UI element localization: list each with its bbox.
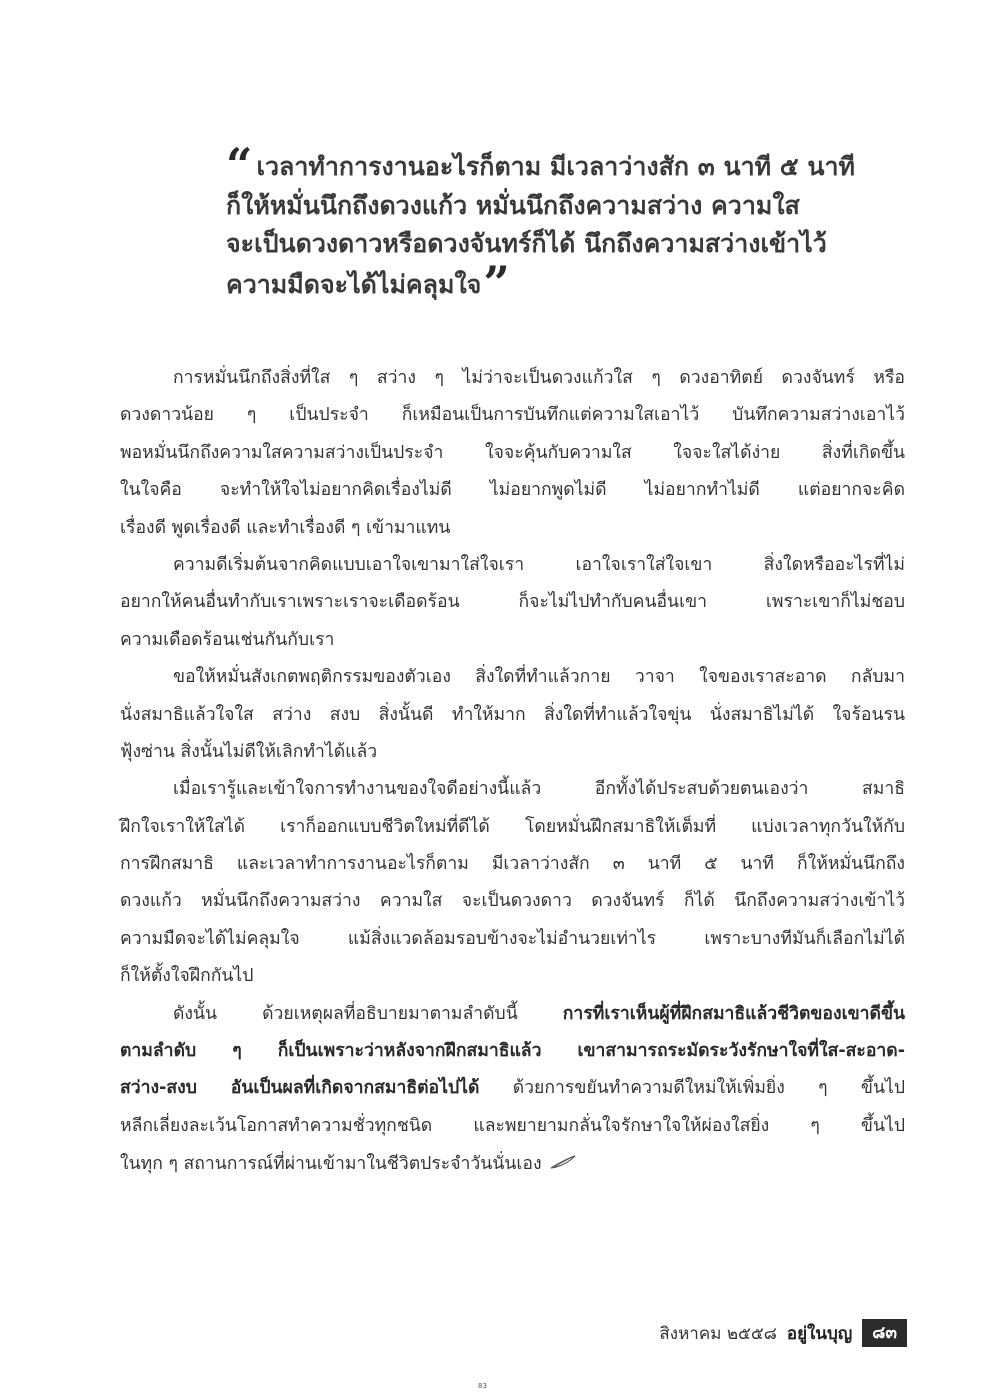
quote-line: “ เวลาทำการงานอะไรก็ตาม มีเวลาว่างสัก ๓ นาที ๕ นาที [226, 138, 856, 192]
text-line: ความดีเริ่มต้นจากคิดแบบเอาใจเขามาใส่ใจเรา เอาใจเราใส่ใจเขา สิ่งใดหรืออะไรที่ไม่ [173, 554, 905, 575]
text-line: ความเดือดร้อนเช่นกันกับเรา [120, 629, 335, 650]
quote-line: จะเป็นดวงดาวหรือดวงจันทร์ก็ได้ นึกถึงความสว่างเข้าไว้ [226, 229, 827, 258]
close-quote-mark: ” [483, 255, 510, 310]
text-line: การหมั่นนึกถึงสิ่งที่ใส ๆ สว่าง ๆ ไม่ว่าจะเป็นดวงแก้วใส ๆ ดวงอาทิตย์ ดวงจันทร์ หรือ [173, 368, 905, 388]
feather-end-icon [550, 1145, 576, 1182]
text-line: ดวงดาวน้อย ๆ เป็นประจำ ก็เหมือนเป็นการบันทึกแต่ความใสเอาไว้ บันทึกความสว่างเอาไว้ [120, 405, 905, 426]
text-line: ก็ให้ตั้งใจฝึกกันไป [120, 966, 254, 987]
print-page-number: 83 [478, 1382, 487, 1390]
text-line: เมื่อเรารู้และเข้าใจการทำงานของใจดีอย่างนี้แล้ว อีกทั้งได้ประสบด้วยตนเองว่า สมาธิ [173, 779, 905, 800]
text-line: ขอให้หมั่นสังเกตพฤติกรรมของตัวเอง สิ่งใดที่ทำแล้วกาย วาจา ใจของเราสะอาด กลับมา [173, 667, 905, 688]
paragraph-1 [120, 360, 905, 547]
quote-line: ความมืดจะได้ไม่คลุมใจ” [226, 255, 510, 310]
text-line: อยากให้คนอื่นทำกับเราเพราะเราจะเดือดร้อน ก็จะไม่ไปทำกับคนอื่นเขา เพราะเขาก็ไม่ชอบ [120, 592, 905, 613]
text-line: ดวงแก้ว หมั่นนึกถึงความสว่าง ความใส จะเป็นดวงดาว ดวงจันทร์ ก็ได้ นึกถึงความสว่างเข้าไว้ [120, 891, 905, 912]
text-line: ตามลำดับ ๆ ก็เป็นเพราะว่าหลังจากฝึกสมาธิแล้ว เขาสามารถระมัดระวังรักษาใจที่ใส-สะอาด- [120, 1041, 905, 1062]
text-line: สว่าง-สงบ อันเป็นผลที่เกิดจากสมาธิต่อไปได้ ด้วยการขยันทำความดีใหม่ให้เพิ่มยิ่ง ๆ ขึ้นไป [120, 1078, 906, 1099]
feather-icon-svg [550, 1155, 576, 1169]
article-body [120, 360, 905, 1183]
text-line: ฟุ้งซ่าน สิ่งนั้นไม่ดีให้เลิกทำได้แล้ว [120, 741, 378, 762]
footer-magazine-title: อยู่ในบุญ [786, 1323, 853, 1344]
text-line: หลีกเลี่ยงละเว้นโอกาสทำความชั่วทุกชนิด และพยายามกลั่นใจรักษาใจให้ผ่องใสยิ่ง ๆ ขึ้นไป [120, 1115, 905, 1136]
quote-line: ก็ให้หมั่นนึกถึงดวงแก้ว หมั่นนึกถึงความสว่าง ความใส [226, 190, 800, 220]
text-line: ความมืดจะได้ไม่คลุมใจ แม้สิ่งแวดล้อมรอบข้างจะไม่อำนวยเท่าไร เพราะบางทีมันก็เลือกไม่ได้ [120, 928, 905, 949]
paragraph-3 [120, 659, 905, 771]
paragraph-2 [120, 547, 905, 659]
pull-quote [226, 138, 856, 310]
text-line: ฝึกใจเราให้ใสได้ เราก็ออกแบบชีวิตใหม่ที่ดีได้ โดยหมั่นฝึกสมาธิให้เต็มที่ แบ่งเวลาทุกวันให้กับ [120, 816, 905, 837]
text-line: ในทุก ๆ สถานการณ์ที่ผ่านเข้ามาในชีวิตประจำวันนั่นเอง [120, 1145, 905, 1182]
footer-issue-date: สิงหาคม ๒๕๕๘ [659, 1323, 777, 1344]
text-line: พอหมั่นนึกถึงความใสความสว่างเป็นประจำ ใจจะคุ้นกับความใส ใจจะใสได้ง่าย สิ่งที่เกิดขึ้น [120, 442, 905, 463]
page-footer [659, 1319, 907, 1347]
open-quote-mark: “ [226, 138, 253, 192]
text-line: ดังนั้น ด้วยเหตุผลที่อธิบายมาตามลำดับนี้ การที่เราเห็นผู้ที่ฝึกสมาธิแล้วชีวิตของเขาดีขึ้น [173, 1003, 905, 1024]
text-line: เรื่องดี พูดเรื่องดี และทำเรื่องดี ๆ เข้ามาแทน [120, 517, 451, 538]
paragraph-5 [120, 996, 905, 1183]
text-line: การฝึกสมาธิ และเวลาทำการงานอะไรก็ตาม มีเวลาว่างสัก ๓ นาที ๕ นาที ก็ให้หมั่นนึกถึง [120, 854, 905, 875]
paragraph-4 [120, 771, 905, 995]
footer-page-badge: ๘๓ [862, 1319, 907, 1347]
text-line: ในใจคือ จะทำให้ใจไม่อยากคิดเรื่องไม่ดี ไม่อยากพูดไม่ดี ไม่อยากทำไม่ดี แต่อยากจะคิด [120, 480, 905, 501]
text-line: นั่งสมาธิแล้วใจใส สว่าง สงบ สิ่งนั้นดี ทำให้มาก สิ่งใดที่ทำแล้วใจขุ่น นั่งสมาธิไม่ได้ ใจร้อนรน [120, 704, 905, 725]
